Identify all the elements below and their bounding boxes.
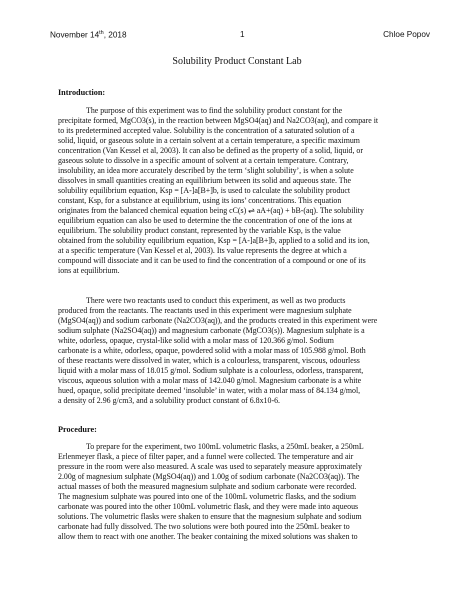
text-line: insolubility, an idea more accurately described by the term ‘slight solubility’, is when a solute	[58, 166, 354, 175]
text-line: obtained from the solubility equilibrium equation, Ksp = [A-]a[B+]b, applied to a solid and its ion,	[58, 236, 370, 245]
text-line: carbonate had fully dissolved. The two solutions were both poured into the 250mL beaker to	[58, 522, 350, 531]
text-line: to its predetermined accepted value. Solubility is the concentration of a saturated solution of a	[58, 126, 355, 135]
text-line: white, odorless, opaque, crystal-like solid with a molar mass of 120.366 g/mol. Sodium	[58, 336, 334, 345]
introduction-heading: Introduction:	[58, 88, 106, 97]
text-line: ions at equilibrium.	[58, 266, 120, 275]
text-line: 2.00g of magnesium sulphate (MgSO4(aq)) and 1.00g of sodium carbonate (Na2CO3(aq)). The	[58, 472, 360, 481]
header-author: Chloe Popov	[383, 30, 430, 39]
text-line: a density of 2.96 g/cm3, and a solubility product constant of 6.8x10-6.	[58, 396, 280, 405]
text-line: To prepare for the experiment, two 100mL volumetric flasks, a 250mL beaker, a 250mL	[86, 442, 364, 451]
introduction-paragraph-1	[58, 106, 430, 276]
text-line: concentration (Van Kessel et al, 2003). It can also be defined as the property of a solid, liquid, or	[58, 146, 364, 155]
text-line: The purpose of this experiment was to find the solubility product constant for the	[86, 106, 343, 115]
text-line: at a specific temperature (Van Kessel et al, 2003). Its value represents the degree at which a	[58, 246, 347, 255]
text-line: The magnesium sulphate was poured into one of the 100mL volumetric flasks, and the sodium	[58, 492, 356, 501]
text-line: originates from the balanced chemical equation being cC(s) ⇌ aA+(aq) + bB-(aq). The solubility	[58, 206, 364, 215]
text-line: There were two reactants used to conduct this experiment, as well as two products	[86, 296, 346, 305]
text-line: Erlenmeyer flask, a piece of filter paper, and a funnel were collected. The temperature and air	[58, 452, 354, 461]
text-line: (MgSO4(aq)) and sodium carbonate (Na2CO3(aq)), and the products created in this experiment were	[58, 316, 378, 325]
text-line: dissolves in small quantities creating an equilibrium between its solid and aqueous state. The	[58, 176, 352, 185]
text-line: carbonate is a white, odorless, opaque, powdered solid with a molar mass of 105.988 g/mol. Both	[58, 346, 366, 355]
page-header	[50, 30, 430, 42]
procedure-heading: Procedure:	[58, 425, 97, 434]
text-line: solutions. The volumetric flasks were shaken to ensure that the magnesium sulphate and sodium	[58, 512, 362, 521]
text-line: solid, liquid, or gaseous solute in a certain solvent at a certain temperature, a specific maximum	[58, 136, 360, 145]
text-line: equilibrium equation can also be used to determine the the concentration of one of the ions at	[58, 216, 353, 225]
text-line: solubility equilibrium equation, Ksp = [A-]a[B+]b, is used to calculate the solubility product	[58, 186, 351, 195]
text-line: hued, opaque, solid precipitate deemed ‘insoluble’ in water, with a molar mass of 84.134 g/mol,	[58, 386, 361, 395]
text-line: constant, Ksp, for a substance at equilibrium, using its ions’ concentrations. This equation	[58, 196, 342, 205]
text-line: liquid with a molar mass of 18.015 g/mol. Sodium sulphate is a colourless, odorless, transparent,	[58, 366, 364, 375]
text-line: of these reactants were dissolved in water, which is a colourless, transparent, viscous, odourless	[58, 356, 360, 365]
header-page-number: 1	[240, 30, 245, 39]
text-line: sodium sulphate (Na2SO4(aq)) and magnesium carbonate (MgCO3(s)). Magnesium sulphate is a	[58, 326, 365, 335]
text-line: produced from the reactants. The reactants used in this experiment were magnesium sulphate	[58, 306, 352, 315]
text-line: pressure in the room were also measured. A scale was used to separately measure approximately	[58, 462, 362, 471]
text-line: precipitate formed, MgCO3(s), in the reaction between MgSO4(aq) and Na2CO3(aq), and compare it	[58, 116, 379, 125]
introduction-paragraph-2	[58, 296, 430, 406]
header-date: November 14th, 2018	[50, 30, 127, 40]
text-line: gaseous solute to dissolve in a specific amount of solvent at a certain temperature. Contrary,	[58, 156, 349, 165]
procedure-paragraph-1	[58, 442, 430, 542]
text-line: viscous, aqueous solution with a molar mass of 142.040 g/mol. Magnesium carbonate is a white	[58, 376, 362, 385]
document-title: Solubility Product Constant Lab	[172, 56, 302, 67]
text-line: carbonate was poured into the other 100mL volumetric flask, and they were made into aqueous	[58, 502, 359, 511]
text-line: actual masses of both the measured magnesium sulphate and sodium carbonate were recorded.	[58, 482, 357, 491]
text-line: compound will dissociate and it can be used to find the concentration of a compound or one of its	[58, 256, 366, 265]
text-line: allow them to react with one another. The beaker containing the mixed solutions was shaken to	[58, 532, 358, 541]
text-line: equilibrium. The solubility product constant, represented by the variable Ksp, is the value	[58, 226, 341, 235]
